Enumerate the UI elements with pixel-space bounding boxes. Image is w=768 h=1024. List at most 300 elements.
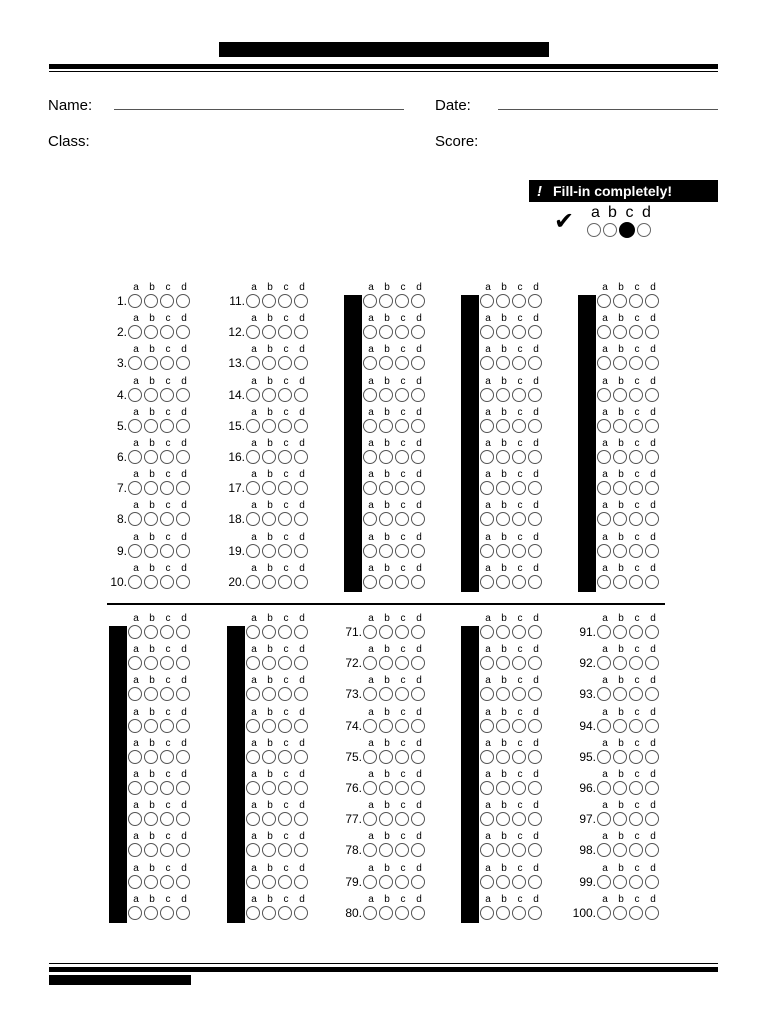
answer-bubble[interactable] xyxy=(176,781,190,795)
answer-bubble[interactable] xyxy=(528,875,542,889)
answer-bubble[interactable] xyxy=(613,544,627,558)
answer-bubble[interactable] xyxy=(496,294,510,308)
name-field[interactable] xyxy=(114,109,404,110)
answer-bubble[interactable] xyxy=(128,419,142,433)
answer-bubble[interactable] xyxy=(395,325,409,339)
answer-bubble[interactable] xyxy=(512,450,526,464)
answer-bubble[interactable] xyxy=(176,450,190,464)
answer-bubble[interactable] xyxy=(144,388,158,402)
answer-bubble[interactable] xyxy=(528,687,542,701)
answer-bubble[interactable] xyxy=(613,687,627,701)
answer-bubble[interactable] xyxy=(480,575,494,589)
answer-bubble[interactable] xyxy=(363,544,377,558)
answer-bubble[interactable] xyxy=(629,294,643,308)
answer-bubble[interactable] xyxy=(496,388,510,402)
answer-bubble[interactable] xyxy=(395,656,409,670)
answer-bubble[interactable] xyxy=(294,781,308,795)
answer-bubble[interactable] xyxy=(411,388,425,402)
answer-bubble[interactable] xyxy=(597,388,611,402)
answer-bubble[interactable] xyxy=(160,875,174,889)
answer-bubble[interactable] xyxy=(262,781,276,795)
answer-bubble[interactable] xyxy=(262,875,276,889)
answer-bubble[interactable] xyxy=(528,625,542,639)
answer-bubble[interactable] xyxy=(144,750,158,764)
answer-bubble[interactable] xyxy=(144,719,158,733)
answer-bubble[interactable] xyxy=(411,575,425,589)
answer-bubble[interactable] xyxy=(480,388,494,402)
answer-bubble[interactable] xyxy=(160,687,174,701)
answer-bubble[interactable] xyxy=(144,843,158,857)
answer-bubble[interactable] xyxy=(496,512,510,526)
answer-bubble[interactable] xyxy=(480,625,494,639)
answer-bubble[interactable] xyxy=(246,450,260,464)
answer-bubble[interactable] xyxy=(613,625,627,639)
answer-bubble[interactable] xyxy=(629,875,643,889)
answer-bubble[interactable] xyxy=(246,544,260,558)
answer-bubble[interactable] xyxy=(363,419,377,433)
answer-bubble[interactable] xyxy=(363,294,377,308)
answer-bubble[interactable] xyxy=(363,750,377,764)
answer-bubble[interactable] xyxy=(645,906,659,920)
answer-bubble[interactable] xyxy=(411,750,425,764)
answer-bubble[interactable] xyxy=(262,656,276,670)
answer-bubble[interactable] xyxy=(176,481,190,495)
answer-bubble[interactable] xyxy=(176,812,190,826)
answer-bubble[interactable] xyxy=(176,719,190,733)
answer-bubble[interactable] xyxy=(363,356,377,370)
answer-bubble[interactable] xyxy=(597,625,611,639)
answer-bubble[interactable] xyxy=(613,843,627,857)
answer-bubble[interactable] xyxy=(262,512,276,526)
answer-bubble[interactable] xyxy=(645,356,659,370)
answer-bubble[interactable] xyxy=(144,544,158,558)
answer-bubble[interactable] xyxy=(144,356,158,370)
answer-bubble[interactable] xyxy=(262,356,276,370)
answer-bubble[interactable] xyxy=(613,719,627,733)
answer-bubble[interactable] xyxy=(278,325,292,339)
answer-bubble[interactable] xyxy=(395,625,409,639)
answer-bubble[interactable] xyxy=(246,843,260,857)
answer-bubble[interactable] xyxy=(294,356,308,370)
answer-bubble[interactable] xyxy=(480,325,494,339)
answer-bubble[interactable] xyxy=(262,843,276,857)
answer-bubble[interactable] xyxy=(613,812,627,826)
answer-bubble[interactable] xyxy=(176,575,190,589)
answer-bubble[interactable] xyxy=(128,843,142,857)
answer-bubble[interactable] xyxy=(294,388,308,402)
answer-bubble[interactable] xyxy=(645,719,659,733)
answer-bubble[interactable] xyxy=(528,812,542,826)
answer-bubble[interactable] xyxy=(645,575,659,589)
answer-bubble[interactable] xyxy=(480,450,494,464)
answer-bubble[interactable] xyxy=(613,575,627,589)
answer-bubble[interactable] xyxy=(597,419,611,433)
answer-bubble[interactable] xyxy=(613,512,627,526)
answer-bubble[interactable] xyxy=(597,750,611,764)
answer-bubble[interactable] xyxy=(176,625,190,639)
answer-bubble[interactable] xyxy=(613,906,627,920)
answer-bubble[interactable] xyxy=(128,356,142,370)
answer-bubble[interactable] xyxy=(379,812,393,826)
answer-bubble[interactable] xyxy=(597,719,611,733)
answer-bubble[interactable] xyxy=(246,419,260,433)
answer-bubble[interactable] xyxy=(294,325,308,339)
answer-bubble[interactable] xyxy=(262,906,276,920)
answer-bubble[interactable] xyxy=(128,906,142,920)
answer-bubble[interactable] xyxy=(379,294,393,308)
answer-bubble[interactable] xyxy=(528,781,542,795)
answer-bubble[interactable] xyxy=(496,325,510,339)
answer-bubble[interactable] xyxy=(496,356,510,370)
answer-bubble[interactable] xyxy=(480,419,494,433)
answer-bubble[interactable] xyxy=(128,294,142,308)
answer-bubble[interactable] xyxy=(512,325,526,339)
answer-bubble[interactable] xyxy=(379,575,393,589)
answer-bubble[interactable] xyxy=(629,450,643,464)
answer-bubble[interactable] xyxy=(597,450,611,464)
answer-bubble[interactable] xyxy=(176,325,190,339)
answer-bubble[interactable] xyxy=(395,575,409,589)
answer-bubble[interactable] xyxy=(645,656,659,670)
answer-bubble[interactable] xyxy=(363,656,377,670)
answer-bubble[interactable] xyxy=(246,719,260,733)
answer-bubble[interactable] xyxy=(645,325,659,339)
answer-bubble[interactable] xyxy=(629,781,643,795)
answer-bubble[interactable] xyxy=(278,750,292,764)
answer-bubble[interactable] xyxy=(176,687,190,701)
answer-bubble[interactable] xyxy=(128,481,142,495)
answer-bubble[interactable] xyxy=(294,843,308,857)
answer-bubble[interactable] xyxy=(597,687,611,701)
answer-bubble[interactable] xyxy=(128,687,142,701)
answer-bubble[interactable] xyxy=(363,325,377,339)
answer-bubble[interactable] xyxy=(294,875,308,889)
answer-bubble[interactable] xyxy=(629,325,643,339)
answer-bubble[interactable] xyxy=(597,544,611,558)
answer-bubble[interactable] xyxy=(246,687,260,701)
answer-bubble[interactable] xyxy=(496,656,510,670)
answer-bubble[interactable] xyxy=(294,544,308,558)
answer-bubble[interactable] xyxy=(629,481,643,495)
answer-bubble[interactable] xyxy=(411,512,425,526)
answer-bubble[interactable] xyxy=(144,875,158,889)
answer-bubble[interactable] xyxy=(411,294,425,308)
answer-bubble[interactable] xyxy=(363,481,377,495)
answer-bubble[interactable] xyxy=(294,656,308,670)
answer-bubble[interactable] xyxy=(379,544,393,558)
answer-bubble[interactable] xyxy=(379,419,393,433)
answer-bubble[interactable] xyxy=(528,906,542,920)
answer-bubble[interactable] xyxy=(294,750,308,764)
answer-bubble[interactable] xyxy=(411,687,425,701)
answer-bubble[interactable] xyxy=(278,656,292,670)
answer-bubble[interactable] xyxy=(496,419,510,433)
answer-bubble[interactable] xyxy=(645,481,659,495)
answer-bubble[interactable] xyxy=(128,875,142,889)
answer-bubble[interactable] xyxy=(246,575,260,589)
answer-bubble[interactable] xyxy=(395,719,409,733)
answer-bubble[interactable] xyxy=(262,388,276,402)
answer-bubble[interactable] xyxy=(395,388,409,402)
answer-bubble[interactable] xyxy=(395,812,409,826)
answer-bubble[interactable] xyxy=(363,625,377,639)
answer-bubble[interactable] xyxy=(262,575,276,589)
answer-bubble[interactable] xyxy=(411,544,425,558)
answer-bubble[interactable] xyxy=(176,419,190,433)
answer-bubble[interactable] xyxy=(629,388,643,402)
answer-bubble[interactable] xyxy=(160,481,174,495)
answer-bubble[interactable] xyxy=(528,419,542,433)
answer-bubble[interactable] xyxy=(278,843,292,857)
answer-bubble[interactable] xyxy=(144,781,158,795)
answer-bubble[interactable] xyxy=(128,781,142,795)
answer-bubble[interactable] xyxy=(480,356,494,370)
answer-bubble[interactable] xyxy=(144,481,158,495)
answer-bubble[interactable] xyxy=(480,294,494,308)
answer-bubble[interactable] xyxy=(645,419,659,433)
answer-bubble[interactable] xyxy=(160,575,174,589)
answer-bubble[interactable] xyxy=(128,388,142,402)
date-field[interactable] xyxy=(498,109,718,110)
answer-bubble[interactable] xyxy=(160,512,174,526)
answer-bubble[interactable] xyxy=(496,481,510,495)
answer-bubble[interactable] xyxy=(176,843,190,857)
answer-bubble[interactable] xyxy=(395,512,409,526)
answer-bubble[interactable] xyxy=(262,294,276,308)
answer-bubble[interactable] xyxy=(597,356,611,370)
answer-bubble[interactable] xyxy=(629,544,643,558)
answer-bubble[interactable] xyxy=(411,481,425,495)
answer-bubble[interactable] xyxy=(613,875,627,889)
answer-bubble[interactable] xyxy=(278,512,292,526)
answer-bubble[interactable] xyxy=(480,875,494,889)
answer-bubble[interactable] xyxy=(512,843,526,857)
answer-bubble[interactable] xyxy=(294,294,308,308)
answer-bubble[interactable] xyxy=(160,719,174,733)
answer-bubble[interactable] xyxy=(613,356,627,370)
answer-bubble[interactable] xyxy=(597,575,611,589)
answer-bubble[interactable] xyxy=(246,512,260,526)
answer-bubble[interactable] xyxy=(496,750,510,764)
answer-bubble[interactable] xyxy=(629,906,643,920)
answer-bubble[interactable] xyxy=(278,906,292,920)
answer-bubble[interactable] xyxy=(496,719,510,733)
answer-bubble[interactable] xyxy=(629,656,643,670)
answer-bubble[interactable] xyxy=(629,419,643,433)
answer-bubble[interactable] xyxy=(246,625,260,639)
answer-bubble[interactable] xyxy=(278,575,292,589)
answer-bubble[interactable] xyxy=(246,325,260,339)
answer-bubble[interactable] xyxy=(379,625,393,639)
answer-bubble[interactable] xyxy=(395,781,409,795)
answer-bubble[interactable] xyxy=(246,906,260,920)
answer-bubble[interactable] xyxy=(512,875,526,889)
answer-bubble[interactable] xyxy=(496,843,510,857)
answer-bubble[interactable] xyxy=(512,356,526,370)
answer-bubble[interactable] xyxy=(411,325,425,339)
answer-bubble[interactable] xyxy=(528,656,542,670)
answer-bubble[interactable] xyxy=(262,544,276,558)
answer-bubble[interactable] xyxy=(528,388,542,402)
answer-bubble[interactable] xyxy=(645,544,659,558)
answer-bubble[interactable] xyxy=(496,875,510,889)
answer-bubble[interactable] xyxy=(363,906,377,920)
answer-bubble[interactable] xyxy=(629,719,643,733)
answer-bubble[interactable] xyxy=(176,388,190,402)
answer-bubble[interactable] xyxy=(144,419,158,433)
answer-bubble[interactable] xyxy=(128,719,142,733)
answer-bubble[interactable] xyxy=(480,906,494,920)
answer-bubble[interactable] xyxy=(480,687,494,701)
answer-bubble[interactable] xyxy=(395,906,409,920)
answer-bubble[interactable] xyxy=(496,625,510,639)
answer-bubble[interactable] xyxy=(160,450,174,464)
answer-bubble[interactable] xyxy=(512,575,526,589)
answer-bubble[interactable] xyxy=(395,481,409,495)
answer-bubble[interactable] xyxy=(512,512,526,526)
answer-bubble[interactable] xyxy=(629,575,643,589)
answer-bubble[interactable] xyxy=(645,625,659,639)
answer-bubble[interactable] xyxy=(512,294,526,308)
answer-bubble[interactable] xyxy=(411,450,425,464)
answer-bubble[interactable] xyxy=(480,656,494,670)
answer-bubble[interactable] xyxy=(395,687,409,701)
answer-bubble[interactable] xyxy=(246,781,260,795)
answer-bubble[interactable] xyxy=(294,419,308,433)
answer-bubble[interactable] xyxy=(144,625,158,639)
answer-bubble[interactable] xyxy=(480,812,494,826)
answer-bubble[interactable] xyxy=(379,781,393,795)
answer-bubble[interactable] xyxy=(645,687,659,701)
answer-bubble[interactable] xyxy=(176,875,190,889)
answer-bubble[interactable] xyxy=(528,843,542,857)
answer-bubble[interactable] xyxy=(278,450,292,464)
answer-bubble[interactable] xyxy=(144,575,158,589)
answer-bubble[interactable] xyxy=(411,781,425,795)
answer-bubble[interactable] xyxy=(160,812,174,826)
answer-bubble[interactable] xyxy=(128,450,142,464)
answer-bubble[interactable] xyxy=(176,750,190,764)
answer-bubble[interactable] xyxy=(597,906,611,920)
answer-bubble[interactable] xyxy=(144,906,158,920)
answer-bubble[interactable] xyxy=(480,781,494,795)
answer-bubble[interactable] xyxy=(512,544,526,558)
answer-bubble[interactable] xyxy=(278,544,292,558)
answer-bubble[interactable] xyxy=(294,450,308,464)
answer-bubble[interactable] xyxy=(379,325,393,339)
answer-bubble[interactable] xyxy=(128,575,142,589)
answer-bubble[interactable] xyxy=(480,481,494,495)
answer-bubble[interactable] xyxy=(379,875,393,889)
answer-bubble[interactable] xyxy=(629,843,643,857)
answer-bubble[interactable] xyxy=(294,512,308,526)
answer-bubble[interactable] xyxy=(613,750,627,764)
answer-bubble[interactable] xyxy=(528,450,542,464)
answer-bubble[interactable] xyxy=(160,325,174,339)
answer-bubble[interactable] xyxy=(645,450,659,464)
answer-bubble[interactable] xyxy=(379,750,393,764)
answer-bubble[interactable] xyxy=(262,481,276,495)
answer-bubble[interactable] xyxy=(411,656,425,670)
answer-bubble[interactable] xyxy=(379,450,393,464)
answer-bubble[interactable] xyxy=(512,656,526,670)
answer-bubble[interactable] xyxy=(395,450,409,464)
answer-bubble[interactable] xyxy=(629,356,643,370)
answer-bubble[interactable] xyxy=(294,812,308,826)
answer-bubble[interactable] xyxy=(176,906,190,920)
answer-bubble[interactable] xyxy=(613,450,627,464)
answer-bubble[interactable] xyxy=(262,450,276,464)
answer-bubble[interactable] xyxy=(395,294,409,308)
answer-bubble[interactable] xyxy=(144,687,158,701)
answer-bubble[interactable] xyxy=(294,481,308,495)
answer-bubble[interactable] xyxy=(597,843,611,857)
answer-bubble[interactable] xyxy=(278,356,292,370)
answer-bubble[interactable] xyxy=(480,843,494,857)
answer-bubble[interactable] xyxy=(379,906,393,920)
answer-bubble[interactable] xyxy=(294,719,308,733)
answer-bubble[interactable] xyxy=(645,388,659,402)
answer-bubble[interactable] xyxy=(262,812,276,826)
answer-bubble[interactable] xyxy=(597,512,611,526)
answer-bubble[interactable] xyxy=(144,512,158,526)
answer-bubble[interactable] xyxy=(528,750,542,764)
answer-bubble[interactable] xyxy=(262,325,276,339)
answer-bubble[interactable] xyxy=(128,750,142,764)
answer-bubble[interactable] xyxy=(512,687,526,701)
answer-bubble[interactable] xyxy=(395,750,409,764)
answer-bubble[interactable] xyxy=(160,843,174,857)
answer-bubble[interactable] xyxy=(160,544,174,558)
answer-bubble[interactable] xyxy=(176,544,190,558)
answer-bubble[interactable] xyxy=(629,687,643,701)
answer-bubble[interactable] xyxy=(480,719,494,733)
answer-bubble[interactable] xyxy=(278,719,292,733)
answer-bubble[interactable] xyxy=(379,481,393,495)
answer-bubble[interactable] xyxy=(480,544,494,558)
answer-bubble[interactable] xyxy=(411,719,425,733)
answer-bubble[interactable] xyxy=(645,750,659,764)
answer-bubble[interactable] xyxy=(379,843,393,857)
answer-bubble[interactable] xyxy=(395,544,409,558)
answer-bubble[interactable] xyxy=(128,325,142,339)
answer-bubble[interactable] xyxy=(144,325,158,339)
answer-bubble[interactable] xyxy=(262,719,276,733)
answer-bubble[interactable] xyxy=(496,450,510,464)
answer-bubble[interactable] xyxy=(379,687,393,701)
answer-bubble[interactable] xyxy=(411,843,425,857)
answer-bubble[interactable] xyxy=(528,356,542,370)
answer-bubble[interactable] xyxy=(160,906,174,920)
answer-bubble[interactable] xyxy=(528,294,542,308)
answer-bubble[interactable] xyxy=(379,512,393,526)
answer-bubble[interactable] xyxy=(613,419,627,433)
answer-bubble[interactable] xyxy=(246,481,260,495)
answer-bubble[interactable] xyxy=(160,294,174,308)
answer-bubble[interactable] xyxy=(613,781,627,795)
answer-bubble[interactable] xyxy=(645,875,659,889)
answer-bubble[interactable] xyxy=(411,625,425,639)
answer-bubble[interactable] xyxy=(144,812,158,826)
answer-bubble[interactable] xyxy=(512,625,526,639)
answer-bubble[interactable] xyxy=(294,575,308,589)
answer-bubble[interactable] xyxy=(512,781,526,795)
answer-bubble[interactable] xyxy=(128,625,142,639)
answer-bubble[interactable] xyxy=(411,906,425,920)
answer-bubble[interactable] xyxy=(613,388,627,402)
answer-bubble[interactable] xyxy=(629,625,643,639)
answer-bubble[interactable] xyxy=(597,875,611,889)
